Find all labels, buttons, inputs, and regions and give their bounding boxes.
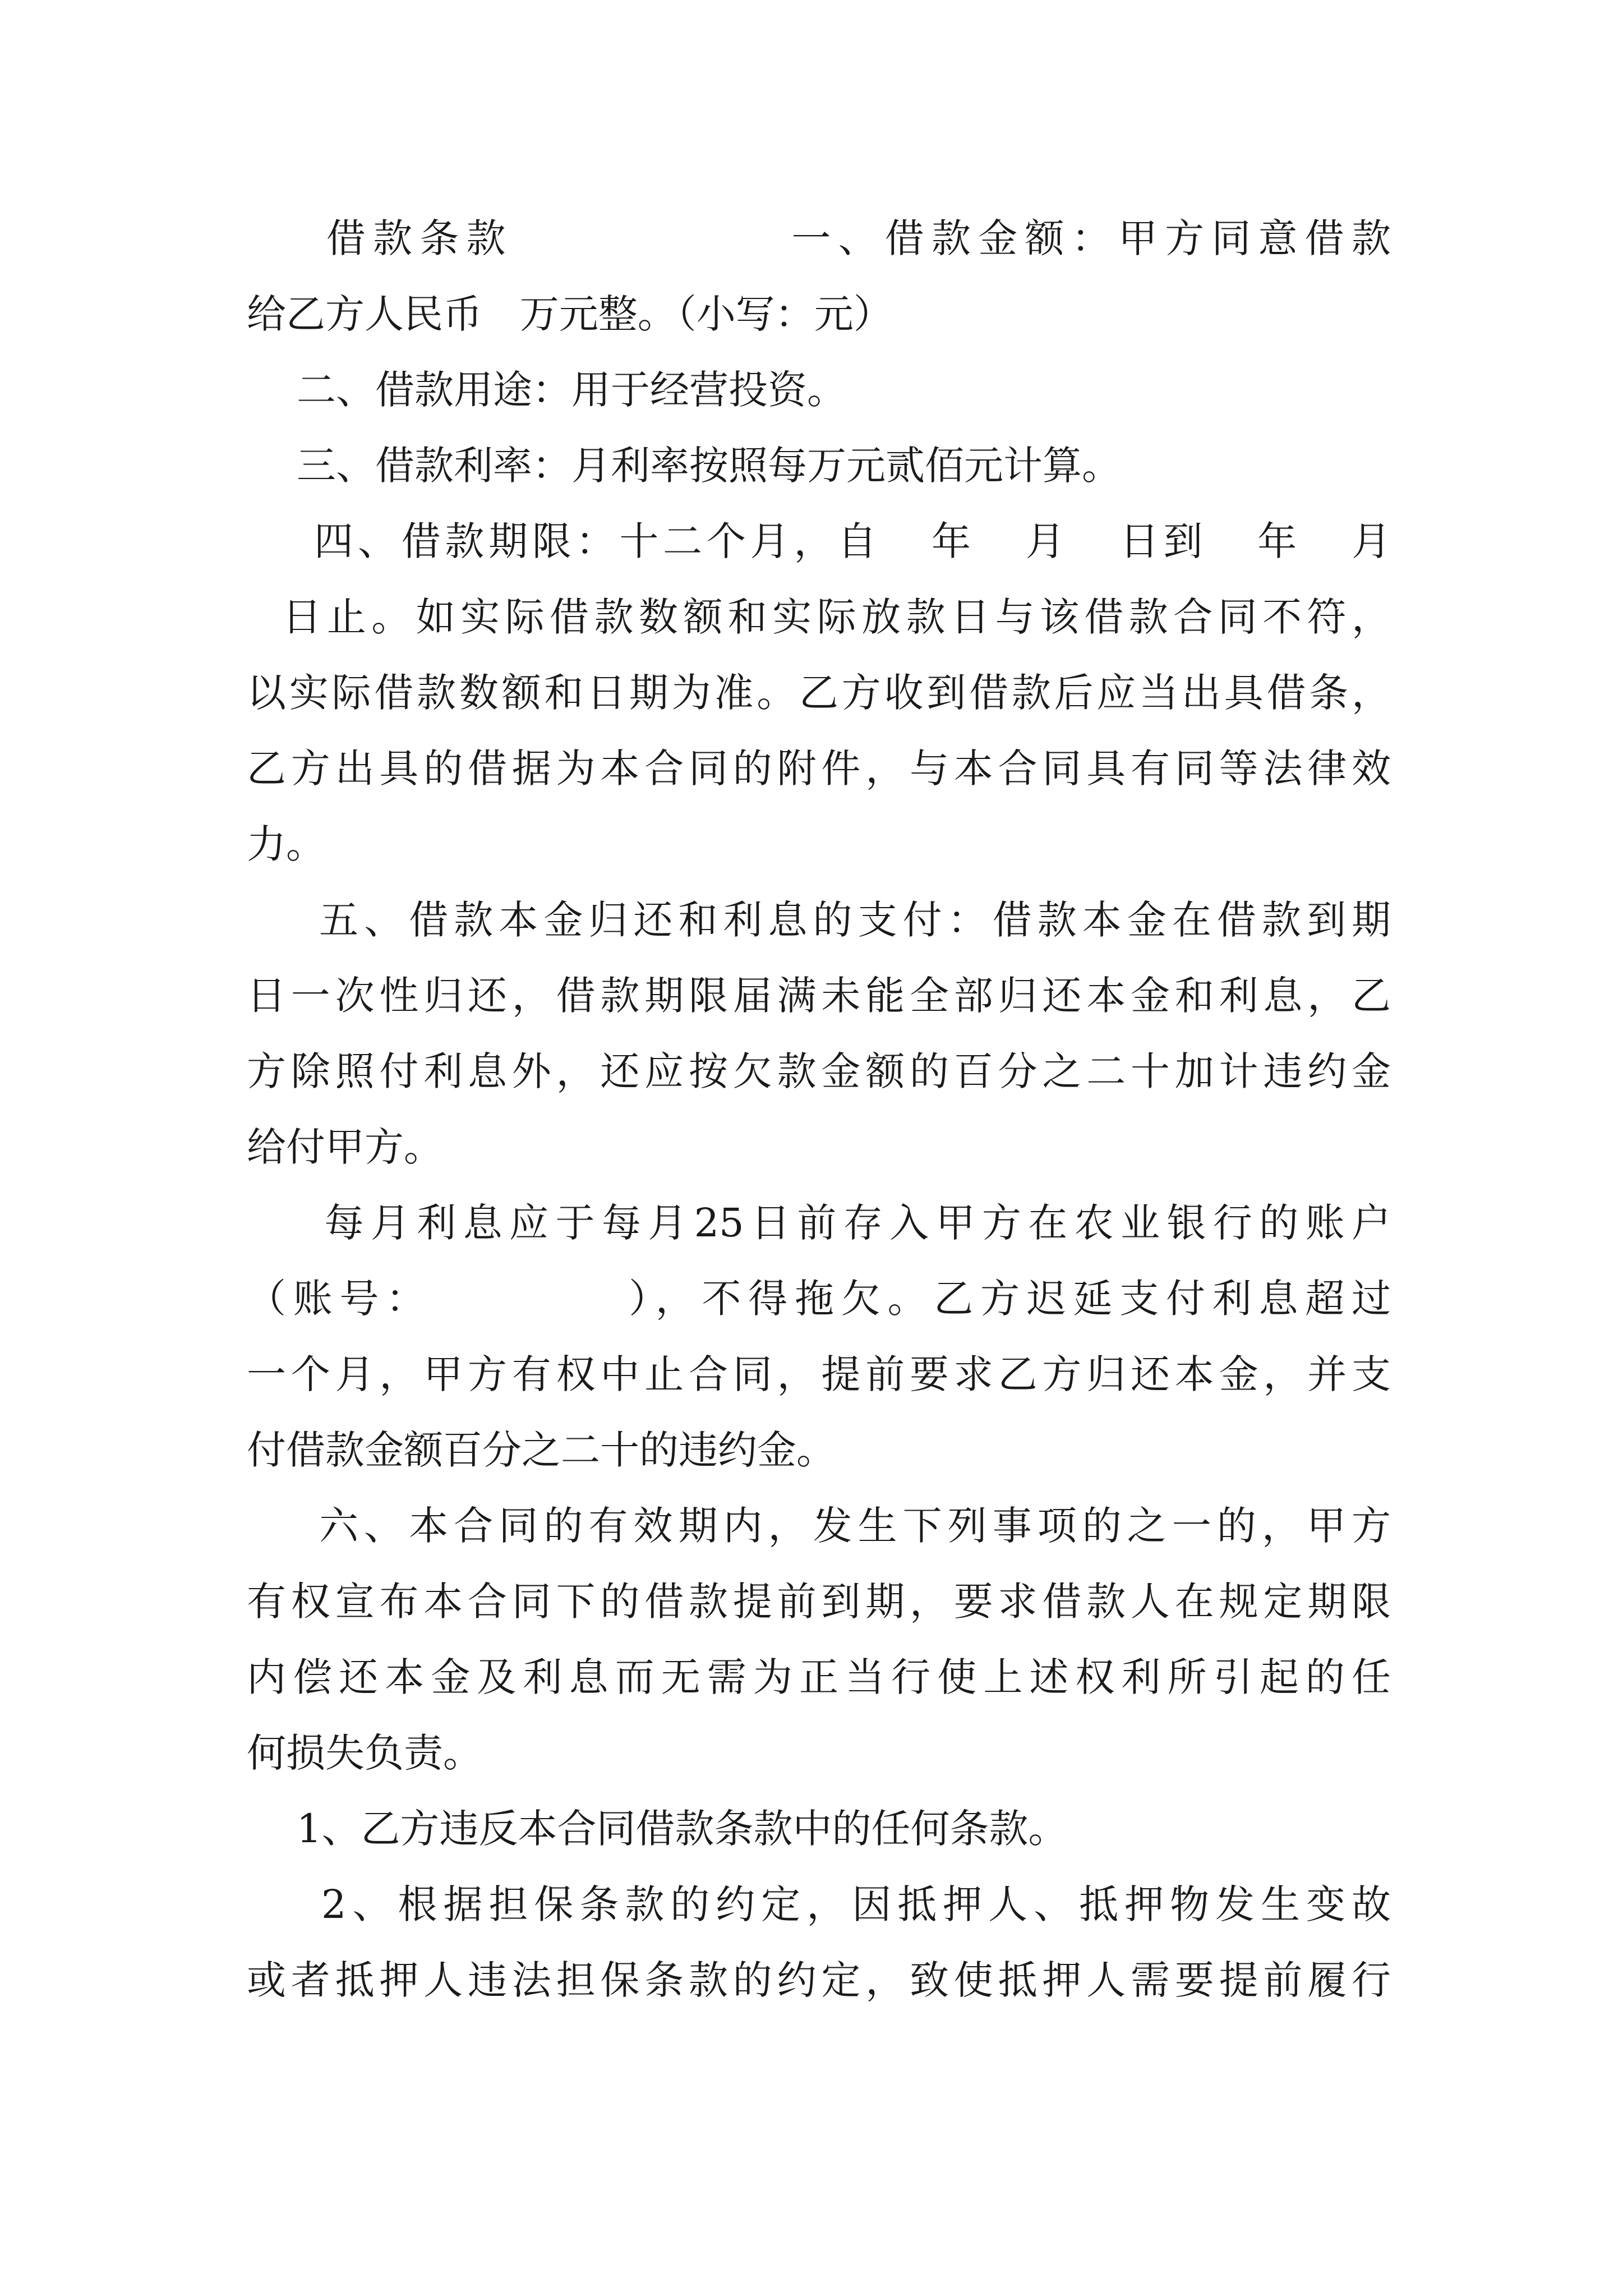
text-line: 内偿还本金及利息而无需为正当行使上述权利所引起的任 bbox=[247, 1654, 1391, 1700]
text-line: 1、乙方违反本合同借款条款中的任何条款。 bbox=[247, 1806, 1068, 1852]
text-line: 四、借款期限：十二个月，自 年 月 日到 年 月 bbox=[247, 518, 1391, 564]
text-line: （账号： ），不得拖欠。乙方迟延支付利息超过 bbox=[247, 1276, 1391, 1322]
text-line: 三、借款利率：月利率按照每万元贰佰元计算。 bbox=[247, 443, 1122, 489]
text-line: 以实际借款数额和日期为准。乙方收到借款后应当出具借条， bbox=[247, 670, 1391, 716]
text-line: 五、借款本金归还和利息的支付：借款本金在借款到期 bbox=[247, 897, 1391, 943]
text-line: 每月利息应于每月25日前存入甲方在农业银行的账户 bbox=[247, 1200, 1391, 1246]
text-line: 付借款金额百分之二十的违约金。 bbox=[247, 1427, 836, 1473]
text-line: 借款条款 一、借款金额：甲方同意借款 bbox=[247, 215, 1391, 261]
text-line: 有权宣布本合同下的借款提前到期，要求借款人在规定期限 bbox=[247, 1579, 1391, 1625]
text-line: 一个月，甲方有权中止合同，提前要求乙方归还本金，并支 bbox=[247, 1351, 1391, 1397]
text-line: 或者抵押人违法担保条款的约定，致使抵押人需要提前履行 bbox=[247, 1957, 1391, 2003]
text-line: 方除照付利息外，还应按欠款金额的百分之二十加计违约金 bbox=[247, 1048, 1391, 1094]
text-line: 力。 bbox=[247, 821, 325, 867]
text-line: 二、借款用途：用于经营投资。 bbox=[247, 367, 847, 413]
text-line: 六、本合同的有效期内，发生下列事项的之一的，甲方 bbox=[247, 1503, 1391, 1549]
text-line: 给付甲方。 bbox=[247, 1124, 443, 1170]
text-line: 2、根据担保条款的约定，因抵押人、抵押物发生变故 bbox=[247, 1881, 1391, 1927]
text-line: 乙方出具的借据为本合同的附件，与本合同具有同等法律效 bbox=[247, 746, 1391, 792]
text-line: 何损失负责。 bbox=[247, 1730, 482, 1776]
text-line: 给乙方人民币 万元整。（小写：元） bbox=[247, 291, 893, 337]
text-line: 日一次性归还，借款期限届满未能全部归还本金和利息，乙 bbox=[247, 973, 1391, 1019]
text-line: 日止。如实际借款数额和实际放款日与该借款合同不符， bbox=[247, 594, 1391, 640]
